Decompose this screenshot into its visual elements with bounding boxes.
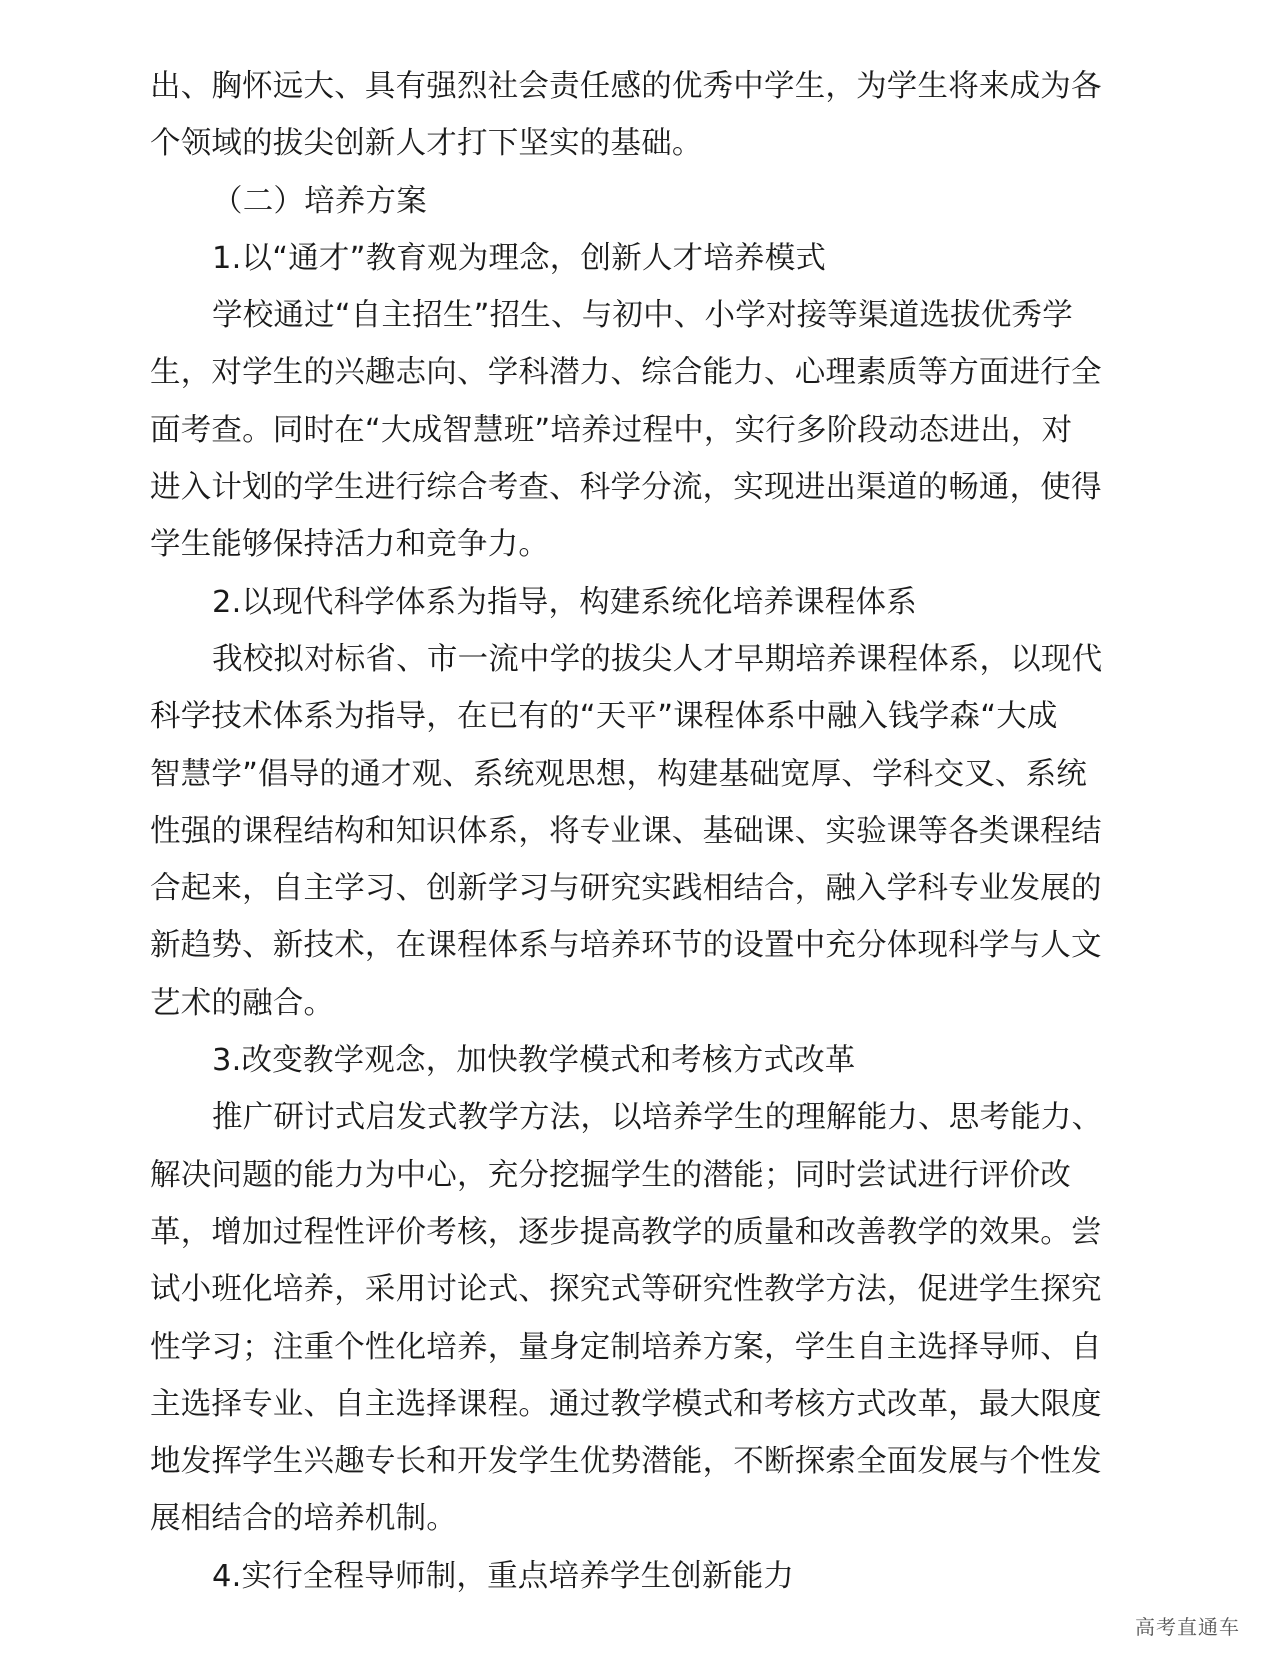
text-line: 学生能够保持活力和竞争力。 xyxy=(150,527,550,563)
text-line: 新趋势、新技术，在课程体系与培养环节的设置中充分体现科学与人文 xyxy=(150,928,1102,964)
text-line: 科学技术体系为指导，在已有的“天平”课程体系中融入钱学森“大成 xyxy=(150,699,1058,735)
text-line: 生，对学生的兴趣志向、学科潜力、综合能力、心理素质等方面进行全 xyxy=(150,355,1102,391)
subsection-heading: 4.实行全程导师制，重点培养学生创新能力 xyxy=(212,1558,795,1594)
text-line: 合起来，自主学习、创新学习与研究实践相结合，融入学科专业发展的 xyxy=(150,871,1102,907)
text-line: 性强的课程结构和知识体系，将专业课、基础课、实验课等各类课程结 xyxy=(150,813,1102,849)
text-line: 展相结合的培养机制。 xyxy=(150,1501,457,1537)
text-line: 个领域的拔尖创新人才打下坚实的基础。 xyxy=(150,126,703,162)
text-line: 性学习；注重个性化培养，量身定制培养方案，学生自主选择导师、自 xyxy=(150,1329,1102,1365)
text-line: 面考查。同时在“大成智慧班”培养过程中，实行多阶段动态进出，对 xyxy=(150,412,1073,448)
subsection-heading: 1.以“通才”教育观为理念，创新人才培养模式 xyxy=(212,240,827,276)
text-line: 进入计划的学生进行综合考查、科学分流，实现进出渠道的畅通，使得 xyxy=(150,470,1102,506)
paragraph-start: 推广研讨式启发式教学方法，以培养学生的理解能力、思考能力、 xyxy=(212,1100,1103,1136)
paragraph-start: 我校拟对标省、市一流中学的拔尖人才早期培养课程体系，以现代 xyxy=(212,641,1103,677)
paragraph-start: 学校通过“自主招生”招生、与初中、小学对接等渠道选拔优秀学 xyxy=(212,298,1073,334)
subsection-heading: 2.以现代科学体系为指导，构建系统化培养课程体系 xyxy=(212,584,917,620)
section-heading: （二）培养方案 xyxy=(212,183,427,219)
text-line: 智慧学”倡导的通才观、系统观思想，构建基础宽厚、学科交叉、系统 xyxy=(150,756,1087,792)
text-line: 解决问题的能力为中心，充分挖掘学生的潜能；同时尝试进行评价改 xyxy=(150,1157,1071,1193)
text-line: 出、胸怀远大、具有强烈社会责任感的优秀中学生，为学生将来成为各 xyxy=(150,69,1102,104)
text-line: 主选择专业、自主选择课程。通过教学模式和考核方式改革，最大限度 xyxy=(150,1386,1102,1422)
text-line: 地发挥学生兴趣专长和开发学生优势潜能，不断探索全面发展与个性发 xyxy=(150,1444,1102,1480)
text-line: 试小班化培养，采用讨论式、探究式等研究性教学方法，促进学生探究 xyxy=(150,1272,1102,1308)
watermark: 高考直通车 xyxy=(1135,1615,1240,1639)
document-body xyxy=(150,58,1132,1605)
text-line: 艺术的融合。 xyxy=(150,985,335,1021)
text-line: 革，增加过程性评价考核，逐步提高教学的质量和改善教学的效果。尝 xyxy=(150,1214,1102,1250)
subsection-heading: 3.改变教学观念，加快教学模式和考核方式改革 xyxy=(212,1043,856,1079)
